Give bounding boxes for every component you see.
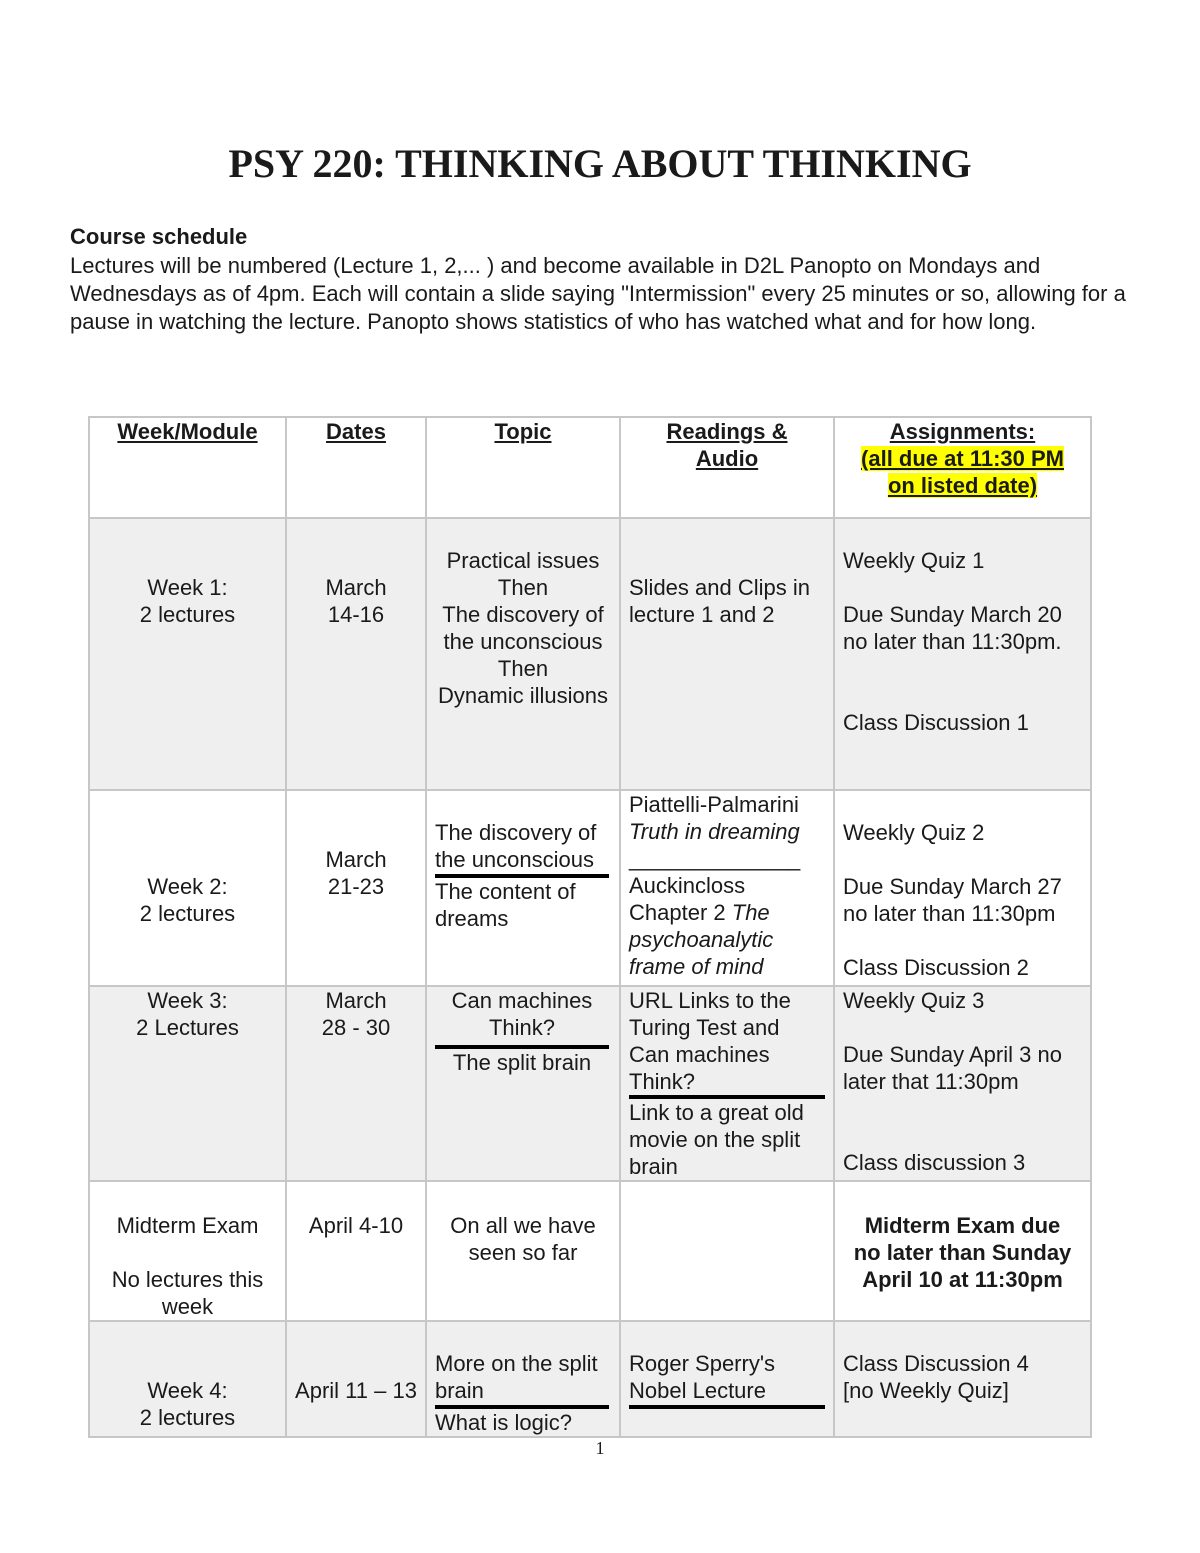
intro-paragraph: Lectures will be numbered (Lecture 1, 2,... ) and become available in D2L Panopto on Mondays and Wednesdays as of 4pm. Each will contain a slide saying "Intermission" every 25 minutes or so, allowing for a pause in watching the lecture. Panopto shows statistics of who has watched what and for how long. (70, 253, 1126, 334)
section-heading: Course schedule (70, 224, 248, 249)
topic-cell: Practical issues Then The discovery of the unconscious Then Dynamic illusions (426, 518, 620, 790)
week-cell: Week 2: 2 lectures (89, 790, 286, 986)
topic-cell: Can machines Think? The split brain (426, 986, 620, 1181)
page-number: 1 (595, 1438, 605, 1458)
assignments-cell: Weekly Quiz 3 Due Sunday April 3 no later that 11:30pm Class discussion 3 (834, 986, 1091, 1181)
assignments-cell: Midterm Exam due no later than Sunday April 10 at 11:30pm (834, 1181, 1091, 1321)
readings-cell (620, 1181, 834, 1321)
readings-cell: URL Links to the Turing Test and Can machines Think? Link to a great old movie on the split brain (620, 986, 834, 1181)
header-readings: Readings & Audio (620, 417, 834, 518)
assignments-cell: Class Discussion 4 [no Weekly Quiz] (834, 1321, 1091, 1437)
table-row (89, 790, 1091, 986)
page-title: PSY 220: THINKING ABOUT THINKING (228, 141, 972, 186)
dates-cell: April 4-10 (286, 1181, 426, 1321)
week-cell: Week 3: 2 Lectures (89, 986, 286, 1181)
header-topic: Topic (426, 417, 620, 518)
dates-cell: April 11 – 13 (286, 1321, 426, 1437)
schedule-table (88, 416, 1092, 1438)
table-row (89, 1321, 1091, 1437)
dates-cell: March 14-16 (286, 518, 426, 790)
table-row (89, 518, 1091, 790)
table-row (89, 1181, 1091, 1321)
table-header-row (89, 417, 1091, 518)
due-time-highlight: (all due at 11:30 PM (861, 446, 1064, 471)
topic-cell: On all we have seen so far (426, 1181, 620, 1321)
topic-cell: The discovery of the unconscious The content of dreams (426, 790, 620, 986)
week-cell: Week 4: 2 lectures (89, 1321, 286, 1437)
week-cell: Midterm Exam No lectures this week (89, 1181, 286, 1321)
assignments-cell: Weekly Quiz 1 Due Sunday March 20 no later than 11:30pm. Class Discussion 1 (834, 518, 1091, 790)
header-dates: Dates (286, 417, 426, 518)
assignments-cell: Weekly Quiz 2 Due Sunday March 27 no later than 11:30pm Class Discussion 2 (834, 790, 1091, 986)
dates-cell: March 28 - 30 (286, 986, 426, 1181)
readings-cell: Slides and Clips in lecture 1 and 2 (620, 518, 834, 790)
readings-cell: Piattelli-Palmarini Truth in dreaming ______________ Auckincloss Chapter 2 The psychoanalytic frame of mind (620, 790, 834, 986)
table-row (89, 986, 1091, 1181)
week-cell: Week 1: 2 lectures (89, 518, 286, 790)
header-week: Week/Module (89, 417, 286, 518)
topic-cell: More on the split brain What is logic? (426, 1321, 620, 1437)
header-assignments: Assignments: (all due at 11:30 PM on listed date) (834, 417, 1091, 518)
readings-cell: Roger Sperry's Nobel Lecture (620, 1321, 834, 1437)
dates-cell: March 21-23 (286, 790, 426, 986)
